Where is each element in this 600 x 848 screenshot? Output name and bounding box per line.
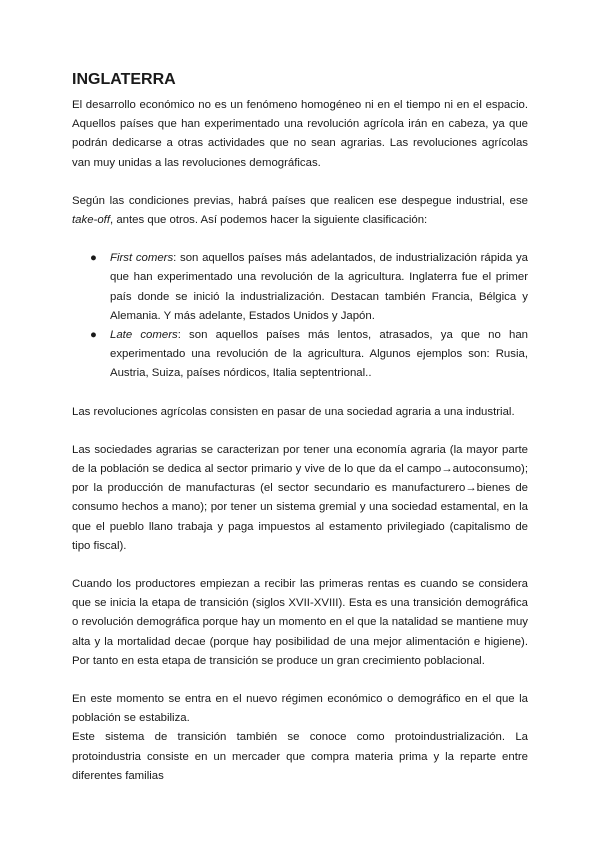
paragraph-agrarian-societies: Las sociedades agrarias se caracterizan por tener una economía agraria (la mayor parte de la población se dedica al sector primario y vive de lo que da el campo→autoconsumo); por la producción de manufacturas (el sector secundario es manufacturero→bienes de consumo hechos a mano); por tener un sistema gremial y una sociedad estamental, en la que el pueblo llano trabaja y paga impuestos al estamento privilegiado (capitalismo de tipo fiscal). — [72, 443, 528, 552]
bullet-icon: ● — [90, 252, 97, 265]
bullet-icon: ● — [90, 329, 97, 342]
paragraph-classification-text-before: Según las condiciones previas, habrá países que realicen ese despegue industrial, ese — [72, 194, 528, 207]
page-title: INGLATERRA — [72, 71, 176, 88]
list-item-late-comers — [90, 326, 528, 384]
paragraph-classification-text-after: , antes que otros. Así podemos hacer la siguiente clasificación: — [110, 214, 428, 227]
list-item-term: First comers — [110, 252, 174, 265]
paragraph-agricultural-revolutions: Las revoluciones agrícolas consisten en pasar de una sociedad agraria a una industrial. — [72, 405, 515, 418]
list-item-text: : son aquellos países más adelantados, de industrialización rápida ya que han experimentado una revolución de la agricultura. Inglaterra fue el primer país donde se inició la industrialización. Destacan también Francia, Bélgica y Alemania. Y más adelante, Estados Unidos y Japón. — [110, 252, 528, 322]
paragraph-classification-italic: take-off — [72, 214, 110, 227]
classification-list — [72, 249, 528, 383]
paragraph-transition: Cuando los productores empiezan a recibir las primeras rentas es cuando se considera que se inicia la etapa de transición (siglos XVII-XVIII). Esta es una transición demográfica o revolución demográfica porque hay un momento en el que la natalidad se mantiene muy alta y la mortalidad decae (porque hay posibilidad de una mejor alimentación e higiene). Por tanto en esta etapa de transición se produce un gran crecimiento poblacional. — [72, 578, 528, 667]
list-item-first-comers — [90, 249, 528, 326]
paragraph-new-regime: En este momento se entra en el nuevo régimen económico o demográfico en el que la población se estabiliza. — [72, 693, 528, 725]
list-item-text: : son aquellos países más lentos, atrasados, ya que no han experimentado una revolución de la agricultura. Algunos ejemplos son: Rusia, Austria, Suiza, países nórdicos, Italia septentrional.. — [110, 329, 528, 380]
paragraph-protoindustrialization: Este sistema de transición también se conoce como protoindustrialización. La protoindustria consiste en un mercader que compra materia prima y la reparte entre diferentes familias — [72, 731, 528, 782]
list-item-term: Late comers — [110, 329, 178, 342]
paragraph-intro: El desarrollo económico no es un fenómeno homogéneo ni en el tiempo ni en el espacio. Aquellos países que han experimentado una revolución agrícola irán en cabeza, ya que podrán dedicarse a otras actividades que no sean agrarias. Las revoluciones agrícolas van muy unidas a las revoluciones demográficas. — [72, 99, 528, 169]
paragraph-classification — [72, 192, 528, 230]
